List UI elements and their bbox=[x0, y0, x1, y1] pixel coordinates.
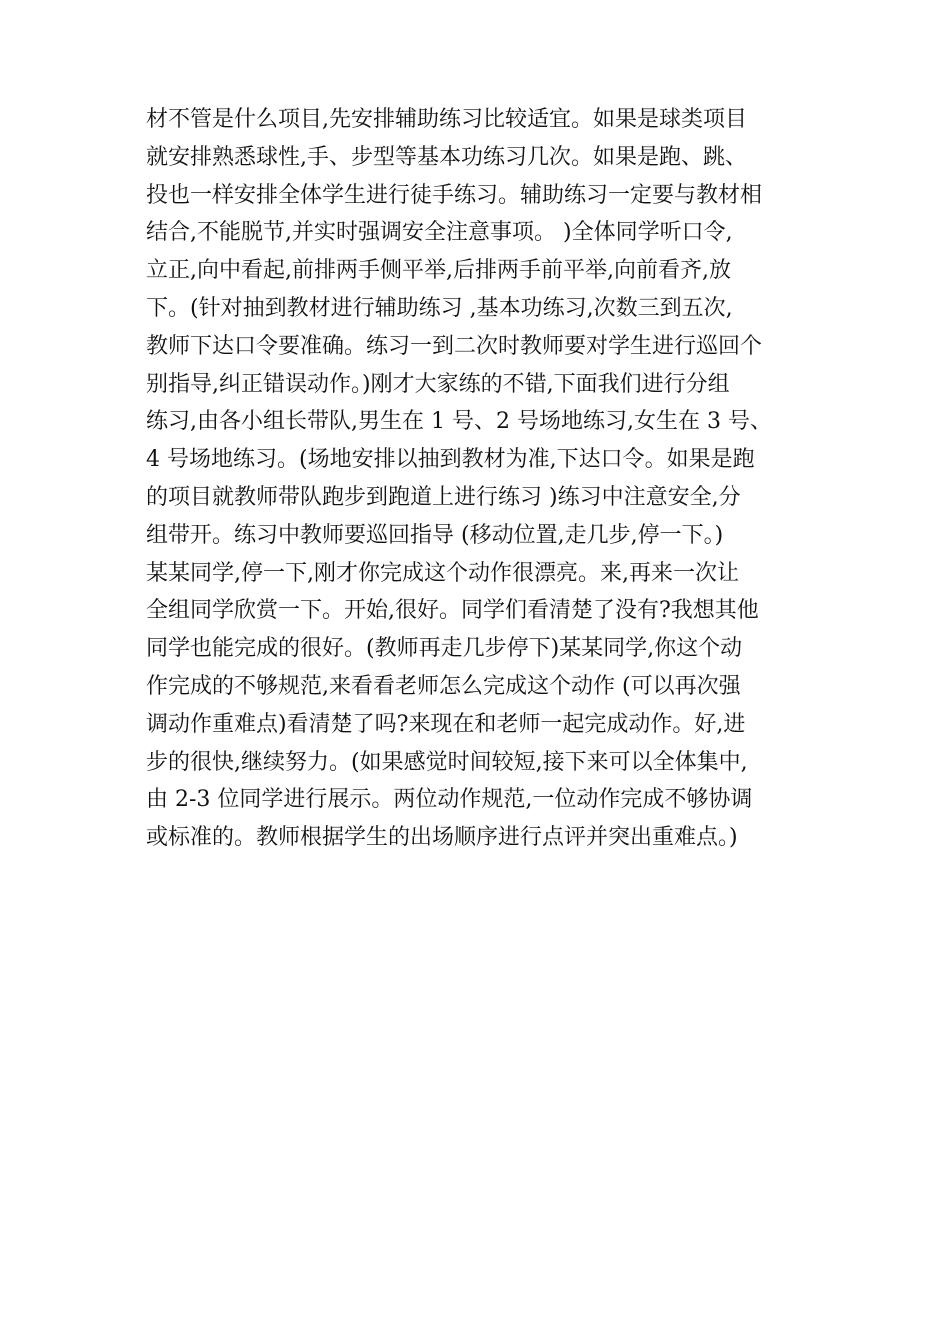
text-line: 组带开。练习中教师要巡回指导 (移动位置,走几步,停一下。) bbox=[146, 522, 724, 548]
body-paragraph bbox=[146, 101, 816, 857]
text-line: 作完成的不够规范,来看看老师怎么完成这个动作 (可以再次强 bbox=[146, 673, 741, 699]
text-line: 材不管是什么项目,先安排辅助练习比较适宜。如果是球类项目 bbox=[146, 107, 747, 132]
text-line: 的项目就教师带队跑步到跑道上进行练习 )练习中注意安全,分 bbox=[146, 484, 741, 510]
text-line: 结合,不能脱节,并实时强调安全注意事项。 )全体同学听口令, bbox=[146, 220, 733, 246]
text-line: 调动作重难点)看清楚了吗?来现在和老师一起完成动作。好,进 bbox=[146, 711, 746, 737]
text-line: 教师下达口令要准确。练习一到二次时教师要对学生进行巡回个 bbox=[146, 333, 763, 359]
text-line: 某某同学,停一下,刚才你完成这个动作很漂亮。来,再来一次让 bbox=[146, 560, 739, 586]
text-line: 或标准的。教师根据学生的出场顺序进行点评并突出重难点。) bbox=[146, 825, 738, 851]
text-line: 练习,由各小组长带队,男生在 1 号、2 号场地练习,女生在 3 号、 bbox=[146, 409, 772, 435]
text-line: 全组同学欣赏一下。开始,很好。同学们看清楚了没有?我想其他 bbox=[146, 598, 759, 624]
text-line: 下。(针对抽到教材进行辅助练习 ,基本功练习,次数三到五次, bbox=[146, 295, 733, 321]
text-line: 步的很快,继续努力。(如果感觉时间较短,接下来可以全体集中, bbox=[146, 749, 748, 775]
text-line: 别指导,纠正错误动作。)刚才大家练的不错,下面我们进行分组 bbox=[146, 371, 730, 397]
text-line: 4 号场地练习。(场地安排以抽到教材为准,下达口令。如果是跑 bbox=[146, 447, 755, 473]
text-line: 立正,向中看起,前排两手侧平举,后排两手前平举,向前看齐,放 bbox=[146, 258, 731, 284]
text-line: 同学也能完成的很好。(教师再走几步停下)某某同学,你这个动 bbox=[146, 636, 743, 662]
text-line: 就安排熟悉球性,手、步型等基本功练习几次。如果是跑、跳、 bbox=[146, 144, 747, 170]
text-line: 投也一样安排全体学生进行徒手练习。辅助练习一定要与教材相 bbox=[146, 182, 763, 208]
text-line: 由 2-3 位同学进行展示。两位动作规范,一位动作完成不够协调 bbox=[146, 787, 753, 813]
